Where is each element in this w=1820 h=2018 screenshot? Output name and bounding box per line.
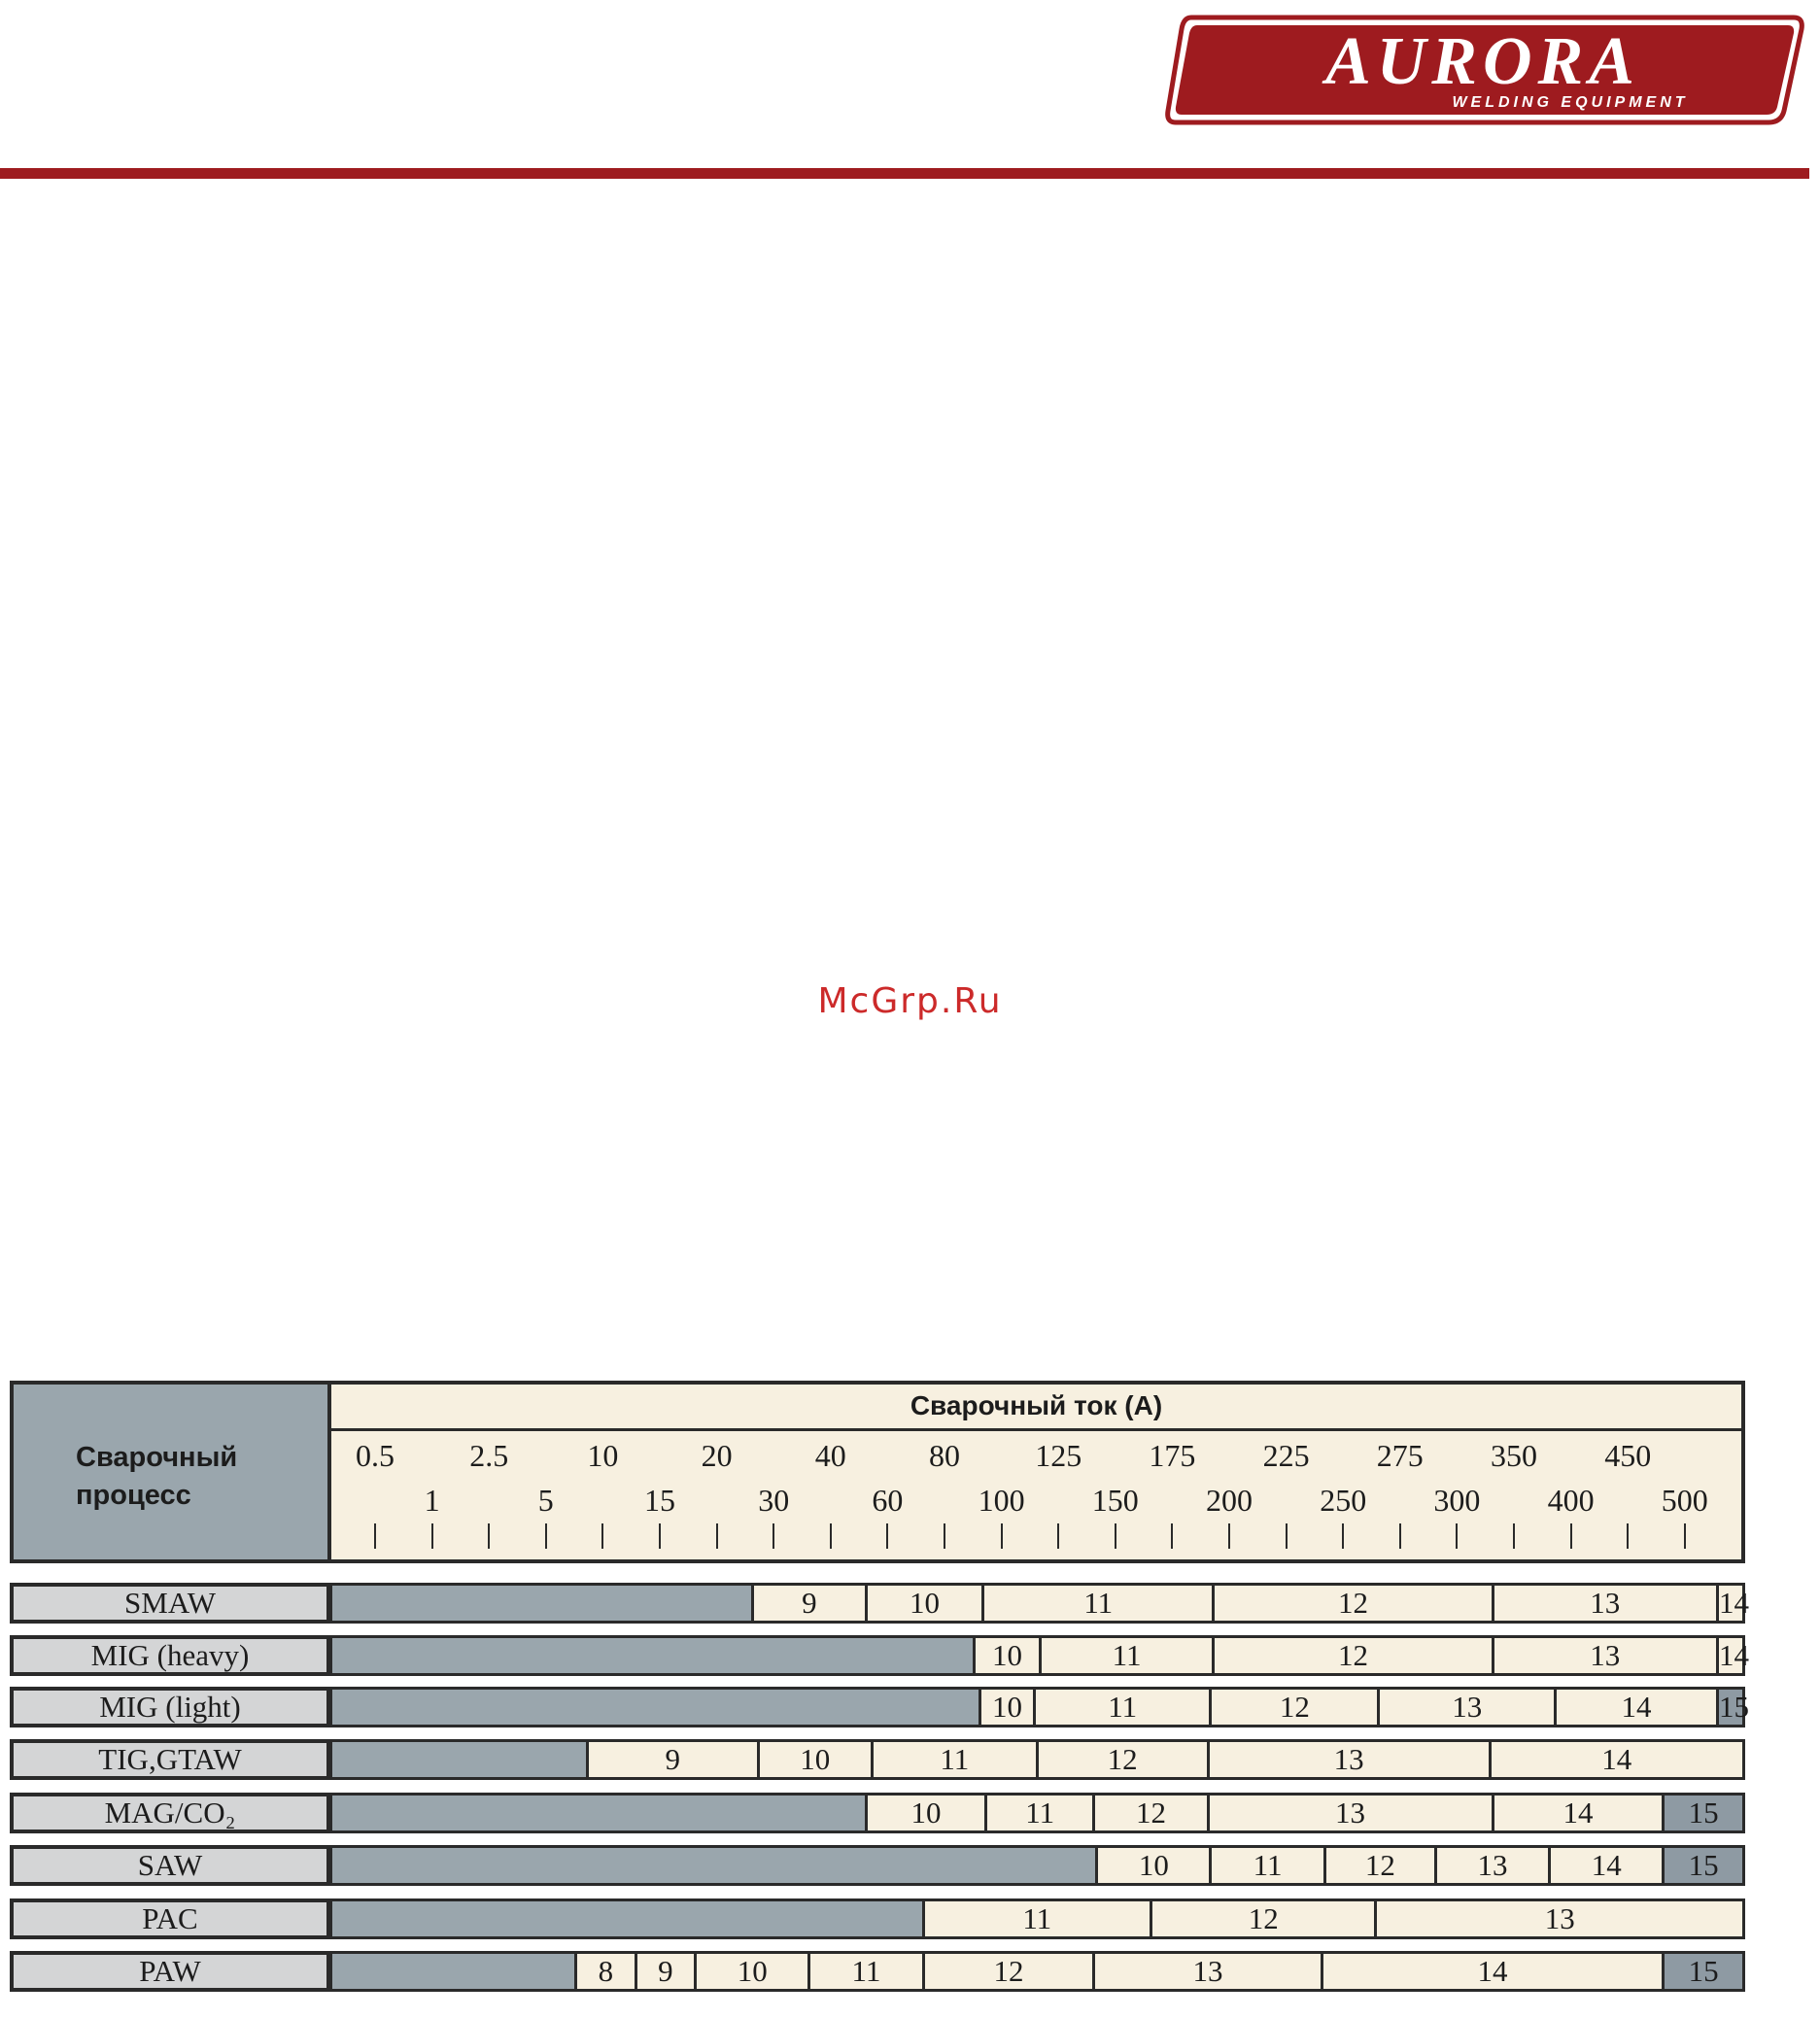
class-cell: 10 [1095, 1845, 1212, 1886]
class-cell: 12 [922, 1951, 1096, 1992]
scale-tick [1399, 1523, 1401, 1549]
class-cell: 11 [1209, 1845, 1325, 1886]
process-name: SMAW [10, 1583, 330, 1624]
class-cell: 9 [751, 1583, 868, 1624]
scale-tick [773, 1523, 774, 1549]
range-empty-cell [329, 1951, 577, 1992]
class-cell: 11 [807, 1951, 924, 1992]
header-divider [0, 168, 1809, 179]
class-cell: 11 [922, 1898, 1152, 1939]
scale-label-upper: 450 [1604, 1438, 1652, 1473]
class-cell: 14 [1554, 1687, 1719, 1727]
class-cell: 8 [574, 1951, 637, 1992]
range-empty-cell [329, 1583, 754, 1624]
logo-tagline: WELDING EQUIPMENT [1452, 94, 1689, 111]
class-cell: 12 [1323, 1845, 1437, 1886]
scale-label-lower: 150 [1091, 1483, 1139, 1518]
range-empty-cell [329, 1635, 976, 1676]
scale-tick [1115, 1523, 1116, 1549]
scale-tick [1684, 1523, 1686, 1549]
scale-label-lower: 400 [1547, 1483, 1595, 1518]
class-cell: 14 [1716, 1583, 1745, 1624]
process-name: PAW [10, 1951, 330, 1992]
class-cell: 15 [1716, 1687, 1745, 1727]
class-cell: 12 [1092, 1793, 1209, 1833]
class-cell: 15 [1662, 1845, 1745, 1886]
class-cell: 11 [1033, 1687, 1213, 1727]
range-empty-cell [329, 1739, 589, 1780]
scale-label-lower: 1 [424, 1483, 440, 1518]
class-cell: 11 [984, 1793, 1095, 1833]
scale-tick [659, 1523, 661, 1549]
scale-tick [1228, 1523, 1230, 1549]
class-cell: 13 [1374, 1898, 1745, 1939]
process-name: PAC [10, 1898, 330, 1939]
class-cell: 13 [1377, 1687, 1557, 1727]
scale-tick [830, 1523, 832, 1549]
scale-tick [1513, 1523, 1515, 1549]
range-empty-cell [329, 1845, 1098, 1886]
process-name: MIG (heavy) [10, 1635, 330, 1676]
scale-label-lower: 250 [1320, 1483, 1367, 1518]
class-cell: 9 [635, 1951, 698, 1992]
scale-tick [488, 1523, 490, 1549]
scale-label-lower: 60 [872, 1483, 904, 1518]
class-cell: 10 [865, 1793, 987, 1833]
scale-label-lower: 500 [1661, 1483, 1708, 1518]
aurora-logo [1162, 14, 1807, 126]
range-empty-cell [329, 1793, 868, 1833]
class-cell: 14 [1548, 1845, 1665, 1886]
scale-tick [545, 1523, 547, 1549]
scale-tick [374, 1523, 376, 1549]
class-cell: 12 [1209, 1687, 1380, 1727]
class-cell: 13 [1207, 1793, 1494, 1833]
scale-tick [1001, 1523, 1003, 1549]
process-name: MAG/CO₂ [10, 1793, 330, 1833]
scale-label-upper: 80 [929, 1438, 960, 1473]
scale-label-upper: 10 [587, 1438, 619, 1473]
scale-label-lower: 300 [1433, 1483, 1481, 1518]
scale-label-lower: 30 [758, 1483, 790, 1518]
class-cell: 14 [1716, 1635, 1745, 1676]
class-cell: 10 [757, 1739, 874, 1780]
class-cell: 11 [981, 1583, 1215, 1624]
scale-tick [886, 1523, 888, 1549]
scale-label-lower: 15 [644, 1483, 675, 1518]
scale-label-lower: 100 [978, 1483, 1025, 1518]
scale-label-upper: 175 [1149, 1438, 1196, 1473]
range-empty-cell [329, 1898, 925, 1939]
scale-label-upper: 125 [1035, 1438, 1082, 1473]
scale-label-upper: 225 [1262, 1438, 1310, 1473]
class-cell: 15 [1662, 1793, 1745, 1833]
scale-tick [1342, 1523, 1344, 1549]
class-cell: 9 [586, 1739, 760, 1780]
scale-tick [431, 1523, 433, 1549]
class-cell: 10 [865, 1583, 984, 1624]
scale-tick [1057, 1523, 1059, 1549]
class-cell: 13 [1492, 1635, 1719, 1676]
logo-wordmark: AURORA [1325, 24, 1640, 99]
class-cell: 11 [871, 1739, 1039, 1780]
scale-tick [1171, 1523, 1173, 1549]
process-name: SAW [10, 1845, 330, 1886]
class-cell: 14 [1489, 1739, 1745, 1780]
class-cell: 10 [973, 1635, 1041, 1676]
scale-label-lower: 200 [1206, 1483, 1253, 1518]
scale-tick [1286, 1523, 1288, 1549]
class-cell: 14 [1492, 1793, 1665, 1833]
current-header-title: Сварочный ток (А) [327, 1381, 1745, 1431]
class-cell: 12 [1212, 1635, 1494, 1676]
range-empty-cell [329, 1687, 981, 1727]
scale-label-upper: 350 [1491, 1438, 1537, 1473]
class-cell: 15 [1662, 1951, 1745, 1992]
scale-tick [1627, 1523, 1629, 1549]
process-header-cell [10, 1381, 331, 1563]
class-cell: 14 [1321, 1951, 1665, 1992]
scale-tick [944, 1523, 945, 1549]
scale-tick [1456, 1523, 1458, 1549]
scale-tick [601, 1523, 603, 1549]
process-name: TIG,GTAW [10, 1739, 330, 1780]
class-cell: 13 [1434, 1845, 1551, 1886]
class-cell: 12 [1036, 1739, 1210, 1780]
process-header-label: Сварочный процесс [76, 1442, 238, 1511]
scale-label-lower: 5 [537, 1483, 554, 1518]
scale-label-upper: 275 [1376, 1438, 1424, 1473]
scale-tick [1570, 1523, 1572, 1549]
class-cell: 11 [1039, 1635, 1216, 1676]
class-cell: 10 [694, 1951, 810, 1992]
scale-label-upper: 0.5 [356, 1438, 395, 1473]
scale-label-upper: 40 [814, 1438, 846, 1473]
class-cell: 12 [1150, 1898, 1377, 1939]
class-cell: 12 [1212, 1583, 1494, 1624]
process-name: MIG (light) [10, 1687, 330, 1727]
class-cell: 10 [979, 1687, 1036, 1727]
watermark-text: McGrp.Ru [817, 981, 1003, 1021]
class-cell: 13 [1492, 1583, 1719, 1624]
scale-label-upper: 20 [701, 1438, 733, 1473]
class-cell: 13 [1092, 1951, 1322, 1992]
scale-label-upper: 2.5 [469, 1438, 509, 1473]
scale-tick [716, 1523, 718, 1549]
class-cell: 13 [1207, 1739, 1492, 1780]
